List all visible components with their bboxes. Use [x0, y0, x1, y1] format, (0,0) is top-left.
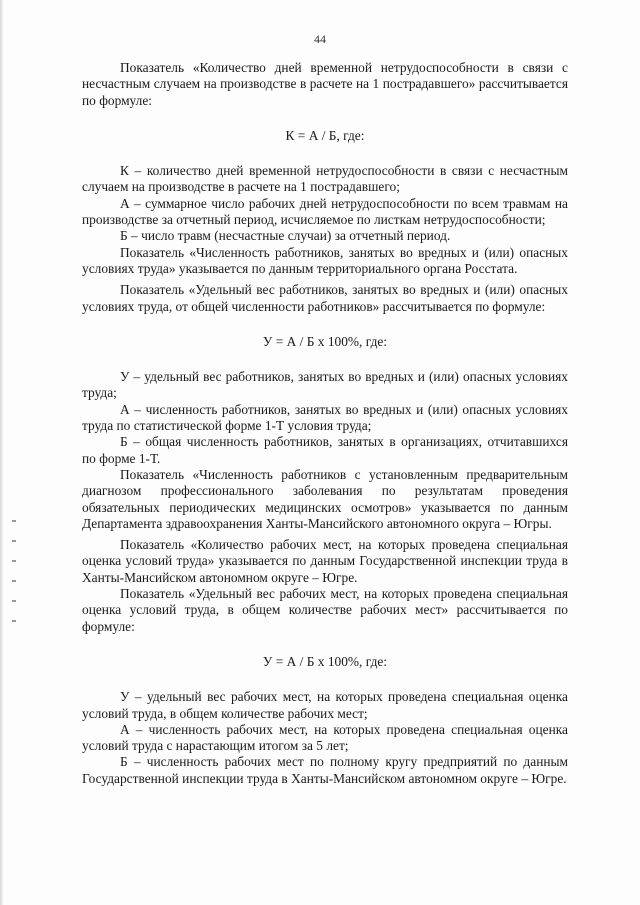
paragraph-indicator-assessed-workplaces: Показатель «Количество рабочих мест, на которых проведена специальная оценка условий труда» указывается по данным Государственной инспекции труда в Ханты-Мансийском автономном округе – Югре.	[82, 537, 568, 585]
definition-k: К – количество дней временной нетрудоспособности в связи с несчастным случаем на производстве в расчете на 1 пострадавшего;	[82, 163, 568, 195]
definition-b: Б – общая численность работников, занятых в организациях, отчитавшихся по форме 1-Т.	[82, 434, 568, 466]
definition-u: У – удельный вес рабочих мест, на которых проведена специальная оценка условий труда, в общем количестве рабочих мест;	[82, 689, 568, 721]
paragraph-indicator-days-per-victim: Показатель «Количество дней временной нетрудоспособности в связи с несчастным случаем на производстве в расчете на 1 пострадавшего» рассчитывается по формуле:	[82, 60, 568, 108]
definition-a: А – численность рабочих мест, на которых проведена специальная оценка условий труда с нарастающим итогом за 5 лет;	[82, 721, 568, 754]
page-number: 44	[314, 32, 326, 46]
formula-u-workplaces: У = А / Б х 100%, где:	[262, 653, 388, 669]
definition-u: У – удельный вес работников, занятых во вредных и (или) опасных условиях труда;	[82, 369, 568, 401]
definition-b: Б – число травм (несчастные случаи) за отчетный период.	[120, 228, 451, 244]
definition-a: А – суммарное число рабочих дней нетрудоспособности по всем травмам на производстве за отчетный период, исчисляемое по листкам нетрудоспособности;	[82, 195, 568, 228]
paragraph-indicator-assessed-workplaces-share: Показатель «Удельный вес рабочих мест, на которых проведена специальная оценка условий труда, в общем количестве рабочих мест» рассчитывается по формуле:	[82, 586, 568, 634]
paragraph-indicator-harmful-workers-count: Показатель «Численность работников, занятых во вредных и (или) опасных условиях труда» указывается по данным территориального органа Росстата.	[82, 244, 568, 276]
paragraph-indicator-harmful-workers-share: Показатель «Удельный вес работников, занятых во вредных и (или) опасных условиях труда, от общей численности работников» рассчитывается по формуле:	[82, 282, 568, 314]
definition-a: А – численность работников, занятых во вредных и (или) опасных условиях труда по статистической форме 1-Т условия труда;	[82, 401, 568, 434]
definition-b: Б – численность рабочих мест по полному кругу предприятий по данным Государственной инспекции труда в Ханты-Мансийском автономном округе – Югре.	[82, 754, 568, 786]
scan-edge	[0, 0, 3, 905]
formula-u-workers: У = А / Б х 100%, где:	[262, 333, 388, 349]
paragraph-indicator-occupational-disease: Показатель «Численность работников с установленным предварительным диагнозом профессионального заболевания по результатам проведения обязательных периодических медицинских осмотров» указывается по данным Департамента здравоохранения Ханты-Мансийского автономного округа – Югры.	[82, 466, 568, 531]
document-body	[82, 60, 568, 787]
margin-marks	[12, 520, 22, 660]
formula-k: К = А / Б, где:	[285, 127, 365, 143]
